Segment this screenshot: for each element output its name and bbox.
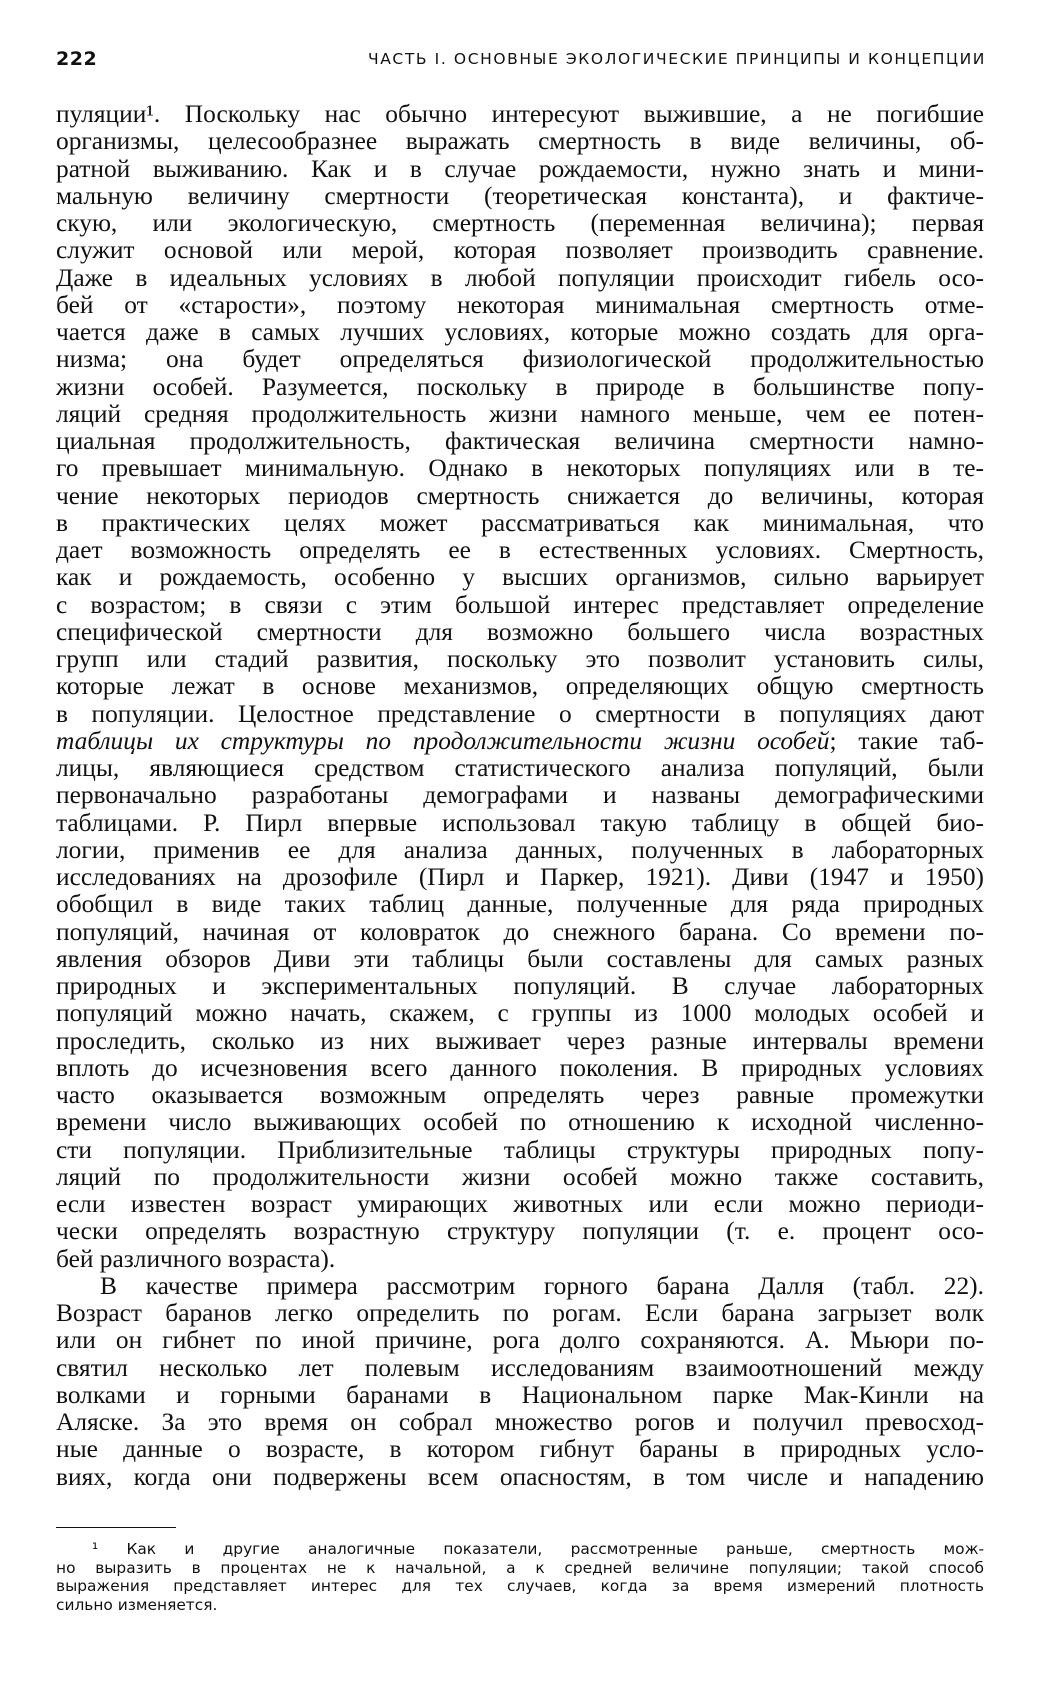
text-line: циальная продолжительность, фактическая величина смертности намно- bbox=[56, 427, 984, 455]
text-line: организмы, целесообразнее выражать смертность в виде величины, об- bbox=[56, 127, 984, 156]
text-line: групп или стадий развития, поскольку это позволит установить силы, bbox=[56, 645, 984, 673]
text-line: дает возможность определять ее в естественных условиях. Смертность, bbox=[56, 536, 984, 564]
text-line: явления обзоров Диви эти таблицы были составлены для самых разных bbox=[56, 944, 984, 973]
text-line: Даже в идеальных условиях в любой популяции происходит гибель осо- bbox=[56, 263, 984, 292]
text-line: природных и экспериментальных популяций. В случае лабораторных bbox=[56, 972, 984, 1000]
footnote-line: но выразить в процентах не к начальной, а к средней величине популяции; такой способ bbox=[56, 1558, 984, 1577]
footnote-line: выражения представляет интерес для тех случаев, когда за время измерений плотность bbox=[56, 1577, 984, 1595]
text-line: мальную величину смертности (теоретическая константа), и фактиче- bbox=[56, 181, 984, 210]
text-line: проследить, сколько из них выживает через разные интервалы времени bbox=[56, 1026, 984, 1055]
text-line: в популяции. Целостное представление о смертности в популяциях дают bbox=[56, 699, 984, 728]
text-line: чески определять возрастную структуру популяции (т. е. процент осо- bbox=[56, 1217, 984, 1246]
text-line: популяций, начиная от коловраток до снежного барана. Со времени по- bbox=[56, 917, 984, 946]
text-line: лицы, являющиеся средством статистического анализа популяций, были bbox=[56, 754, 984, 782]
footnote-line: ¹ Как и другие аналогичные показатели, рассмотренные раньше, смертность мож- bbox=[92, 1540, 984, 1558]
text-line: или он гибнет по иной причине, рога долго сохраняются. А. Мьюри по- bbox=[56, 1326, 984, 1355]
text-line: чается даже в самых лучших условиях, которые можно создать для орга- bbox=[56, 318, 984, 346]
text-line: специфической смертности для возможно большего числа возрастных bbox=[56, 617, 984, 646]
page-number: 222 bbox=[56, 48, 98, 70]
text-line: ляций по продолжительности жизни особей можно также составить, bbox=[56, 1162, 984, 1191]
text-line: исследованиях на дрозофиле (Пирл и Паркер, 1921). Диви (1947 и 1950) bbox=[56, 863, 984, 891]
text-line: сти популяции. Приблизительные таблицы структуры природных попу- bbox=[56, 1135, 984, 1164]
text-line: пуляции¹. Поскольку нас обычно интересуют выжившие, а не погибшие bbox=[56, 100, 984, 128]
text-line: Возраст баранов легко определить по рогам. Если барана загрызет волк bbox=[56, 1299, 984, 1327]
text-line: ляций средняя продолжительность жизни намного меньше, чем ее потен- bbox=[56, 399, 984, 428]
text-line: виях, когда они подвержены всем опасностям, в том числе и нападению bbox=[56, 1462, 984, 1491]
italic-term: таблицы их структуры по продолжительности жизни особей bbox=[56, 726, 830, 755]
text-line: бей различного возраста). bbox=[56, 1244, 336, 1273]
text-line: Аляске. За это время он собрал множество рогов и получил превосход- bbox=[56, 1408, 984, 1436]
text-line: низма; она будет определяться физиологической продолжительностью bbox=[56, 345, 984, 374]
text-line: бей от «старости», поэтому некоторая минимальная смертность отме- bbox=[56, 290, 984, 319]
text-line: скую, или экологическую, смертность (переменная величина); первая bbox=[56, 209, 984, 237]
main-text bbox=[56, 101, 984, 1491]
text-line: волками и горными баранами в Национальном парке Мак-Кинли на bbox=[56, 1380, 984, 1409]
text-line: времени число выживающих особей по отношению к исходной численно- bbox=[56, 1108, 984, 1137]
text-line: жизни особей. Разумеется, поскольку в природе в большинстве попу- bbox=[56, 372, 984, 401]
text-line: популяций можно начать, скажем, с группы из 1000 молодых особей и bbox=[56, 999, 984, 1028]
text-line: ратной выживанию. Как и в случае рождаемости, нужно знать и мини- bbox=[56, 154, 984, 183]
text-line: обобщил в виде таких таблиц данные, полученные для ряда природных bbox=[56, 890, 984, 919]
text-line: если известен возраст умирающих животных или если можно периоди- bbox=[56, 1190, 984, 1218]
text-line: таблицами. Р. Пирл впервые использовал такую таблицу в общей био- bbox=[56, 808, 984, 837]
text-line: святил несколько лет полевым исследованиям взаимоотношений между bbox=[56, 1353, 984, 1382]
text-line: которые лежат в основе механизмов, определяющих общую смертность bbox=[56, 672, 984, 701]
running-head: ЧАСТЬ I. ОСНОВНЫЕ ЭКОЛОГИЧЕСКИЕ ПРИНЦИПЫ И КОНЦЕПЦИИ bbox=[368, 50, 986, 68]
text-fragment: ; такие таб- bbox=[829, 726, 985, 755]
footnote-rule bbox=[56, 1527, 176, 1528]
text-line: первоначально разработаны демографами и названы демографическими bbox=[56, 781, 984, 810]
text-line: часто оказывается возможным определять через равные промежутки bbox=[56, 1081, 984, 1109]
text-line: В качестве примера рассмотрим горного барана Далля (табл. 22). bbox=[100, 1271, 984, 1300]
text-line: логии, применив ее для анализа данных, полученных в лабораторных bbox=[56, 835, 984, 864]
footnote bbox=[56, 1540, 984, 1614]
text-line: с возрастом; в связи с этим большой интерес представляет определение bbox=[56, 590, 984, 619]
text-line: чение некоторых периодов смертность снижается до величины, которая bbox=[56, 481, 984, 510]
text-line: вплоть до исчезновения всего данного поколения. В природных условиях bbox=[56, 1053, 984, 1082]
text-line: го превышает минимальную. Однако в некоторых популяциях или в те- bbox=[56, 454, 984, 483]
text-line: ные данные о возрасте, в котором гибнут бараны в природных усло- bbox=[56, 1435, 984, 1464]
text-line-with-italic bbox=[56, 728, 984, 755]
footnote-line: сильно изменяется. bbox=[56, 1595, 218, 1614]
page-header bbox=[56, 48, 986, 78]
text-line: в практических целях может рассматриваться как минимальная, что bbox=[56, 508, 984, 537]
text-line: служит основой или мерой, которая позволяет производить сравнение. bbox=[56, 236, 984, 265]
text-line: как и рождаемость, особенно у высших организмов, сильно варьирует bbox=[56, 563, 984, 592]
